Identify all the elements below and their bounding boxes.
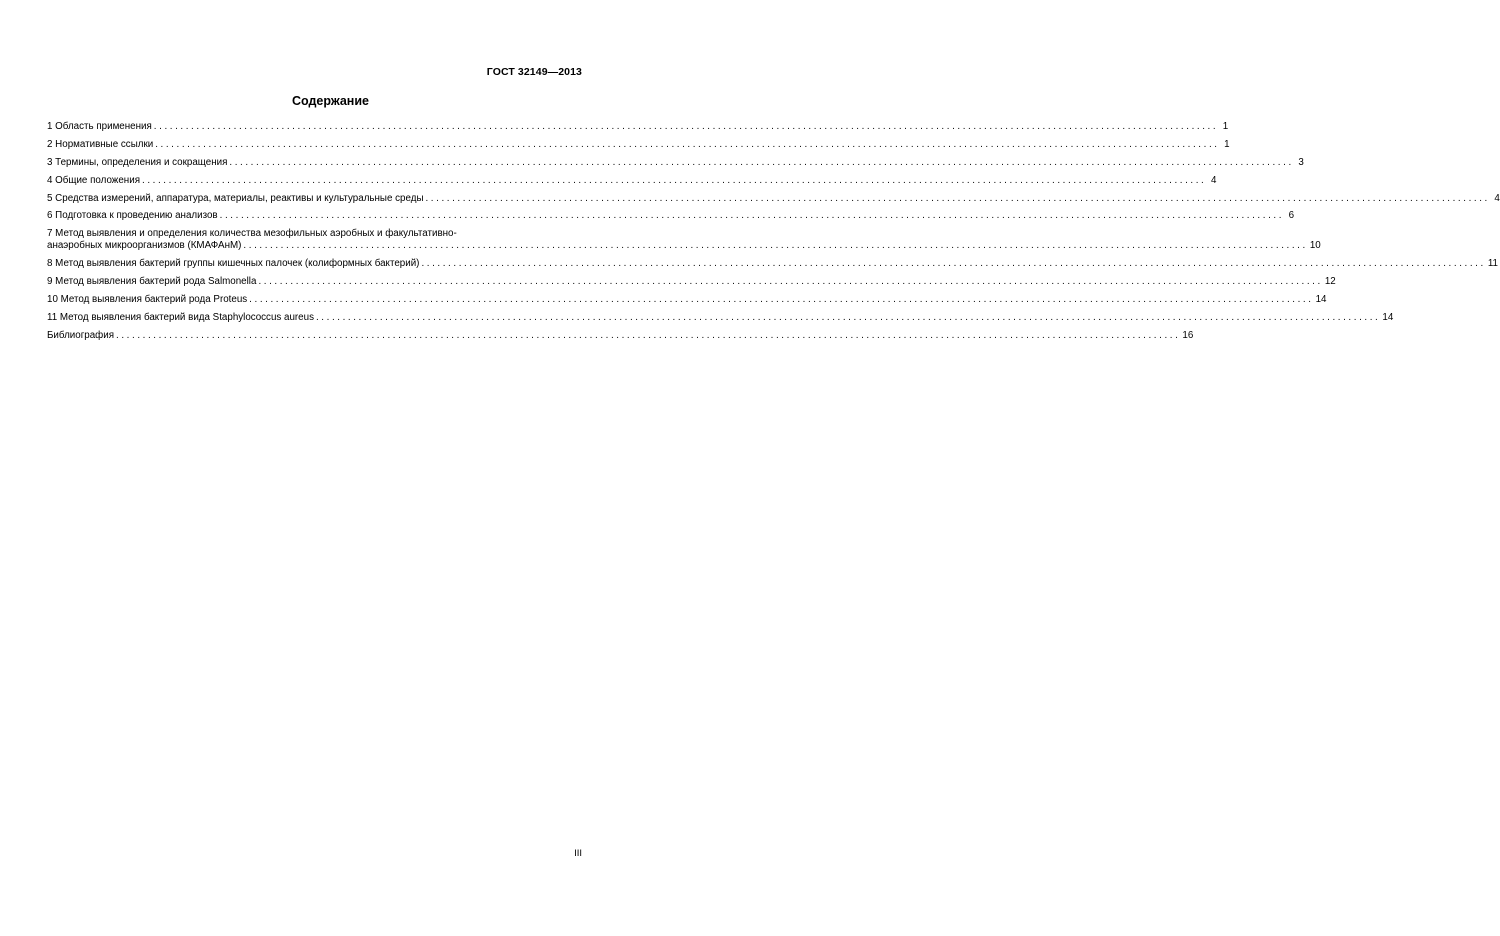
toc-entry-page: 4 (1210, 174, 1217, 186)
dot-leader: ........................................................................................................................................................................................................ (219, 210, 1285, 222)
toc-entry-label-line1: 7 Метод выявления и определения количества мезофильных аэробных и факультативно- (47, 228, 457, 240)
toc-entry[interactable] (47, 192, 1500, 205)
toc-entry[interactable] (47, 210, 1295, 222)
dot-leader: ........................................................................................................................................................................................................ (421, 258, 1486, 270)
toc-entry-page: 6 (1288, 210, 1295, 222)
toc-entry-page: 1 (1224, 138, 1230, 150)
toc-entry-label: 6 Подготовка к проведению анализов (47, 210, 218, 222)
toc-entry-label: 8 Метод выявления бактерий группы кишечных палочек (колиформных бактерий) (47, 258, 420, 270)
dot-leader: ........................................................................................................................................................................................................ (116, 329, 1181, 341)
toc-entry-label: 9 Метод выявления бактерий рода Salmonella (47, 276, 257, 288)
toc-entry-label: 2 Нормативные ссылки (47, 138, 154, 150)
toc-entry-page: 16 (1182, 329, 1194, 341)
toc-entry-page: 1 (1222, 121, 1229, 132)
toc-entry-page: 10 (1309, 240, 1321, 252)
toc-entry-label: анаэробных микроорганизмов (КМАФАнМ) (47, 240, 242, 252)
toc-entry-label: 4 Общие положения (47, 174, 140, 186)
toc-entry-page: 14 (1382, 311, 1394, 323)
toc-entry[interactable] (47, 258, 1498, 270)
page-number: III (574, 848, 582, 859)
toc-entry[interactable] (47, 121, 1229, 133)
toc-entry[interactable] (47, 228, 1321, 252)
dot-leader: ........................................................................................................................................................................................................ (315, 311, 1381, 323)
toc-entry-page: 4 (1494, 192, 1500, 204)
dot-leader: ........................................................................................................................................................................................................ (425, 192, 1490, 204)
toc-entry[interactable] (47, 311, 1394, 324)
toc-entry[interactable] (47, 329, 1194, 342)
dot-leader: ........................................................................................................................................................................................................ (155, 138, 1220, 150)
dot-leader: ........................................................................................................................................................................................................ (229, 156, 1294, 168)
toc-entry[interactable] (47, 276, 1336, 288)
standard-code: ГОСТ 32149—2013 (486, 66, 582, 78)
toc-entry-label: 11 Метод выявления бактерий вида Staphylococcus aureus (47, 311, 314, 323)
toc-entry-page: 14 (1315, 294, 1327, 306)
table-of-contents (47, 121, 1500, 348)
toc-entry-label: Библиография (47, 329, 115, 341)
dot-leader: ........................................................................................................................................................................................................ (153, 121, 1219, 132)
toc-entry-label: 10 Метод выявления бактерий рода Proteus (47, 294, 248, 306)
toc-entry-label: 3 Термины, определения и сокращения (47, 156, 228, 168)
dot-leader: ........................................................................................................................................................................................................ (249, 294, 1314, 306)
toc-entry-label: 5 Средства измерений, аппаратура, материалы, реактивы и культуральные среды (47, 192, 424, 204)
toc-entry-page: 3 (1298, 156, 1304, 168)
dot-leader: ........................................................................................................................................................................................................ (258, 276, 1323, 288)
toc-entry[interactable] (47, 138, 1230, 151)
toc-entry[interactable] (47, 294, 1327, 306)
toc-title: Содержание (291, 94, 369, 108)
toc-entry-page: 11 (1487, 258, 1498, 270)
toc-entry[interactable] (47, 156, 1304, 169)
dot-leader: ........................................................................................................................................................................................................ (243, 240, 1308, 252)
toc-entry-page: 12 (1324, 276, 1336, 288)
dot-leader: ........................................................................................................................................................................................................ (142, 174, 1207, 186)
toc-entry[interactable] (47, 174, 1217, 187)
toc-entry-label: 1 Область применения (47, 121, 152, 132)
